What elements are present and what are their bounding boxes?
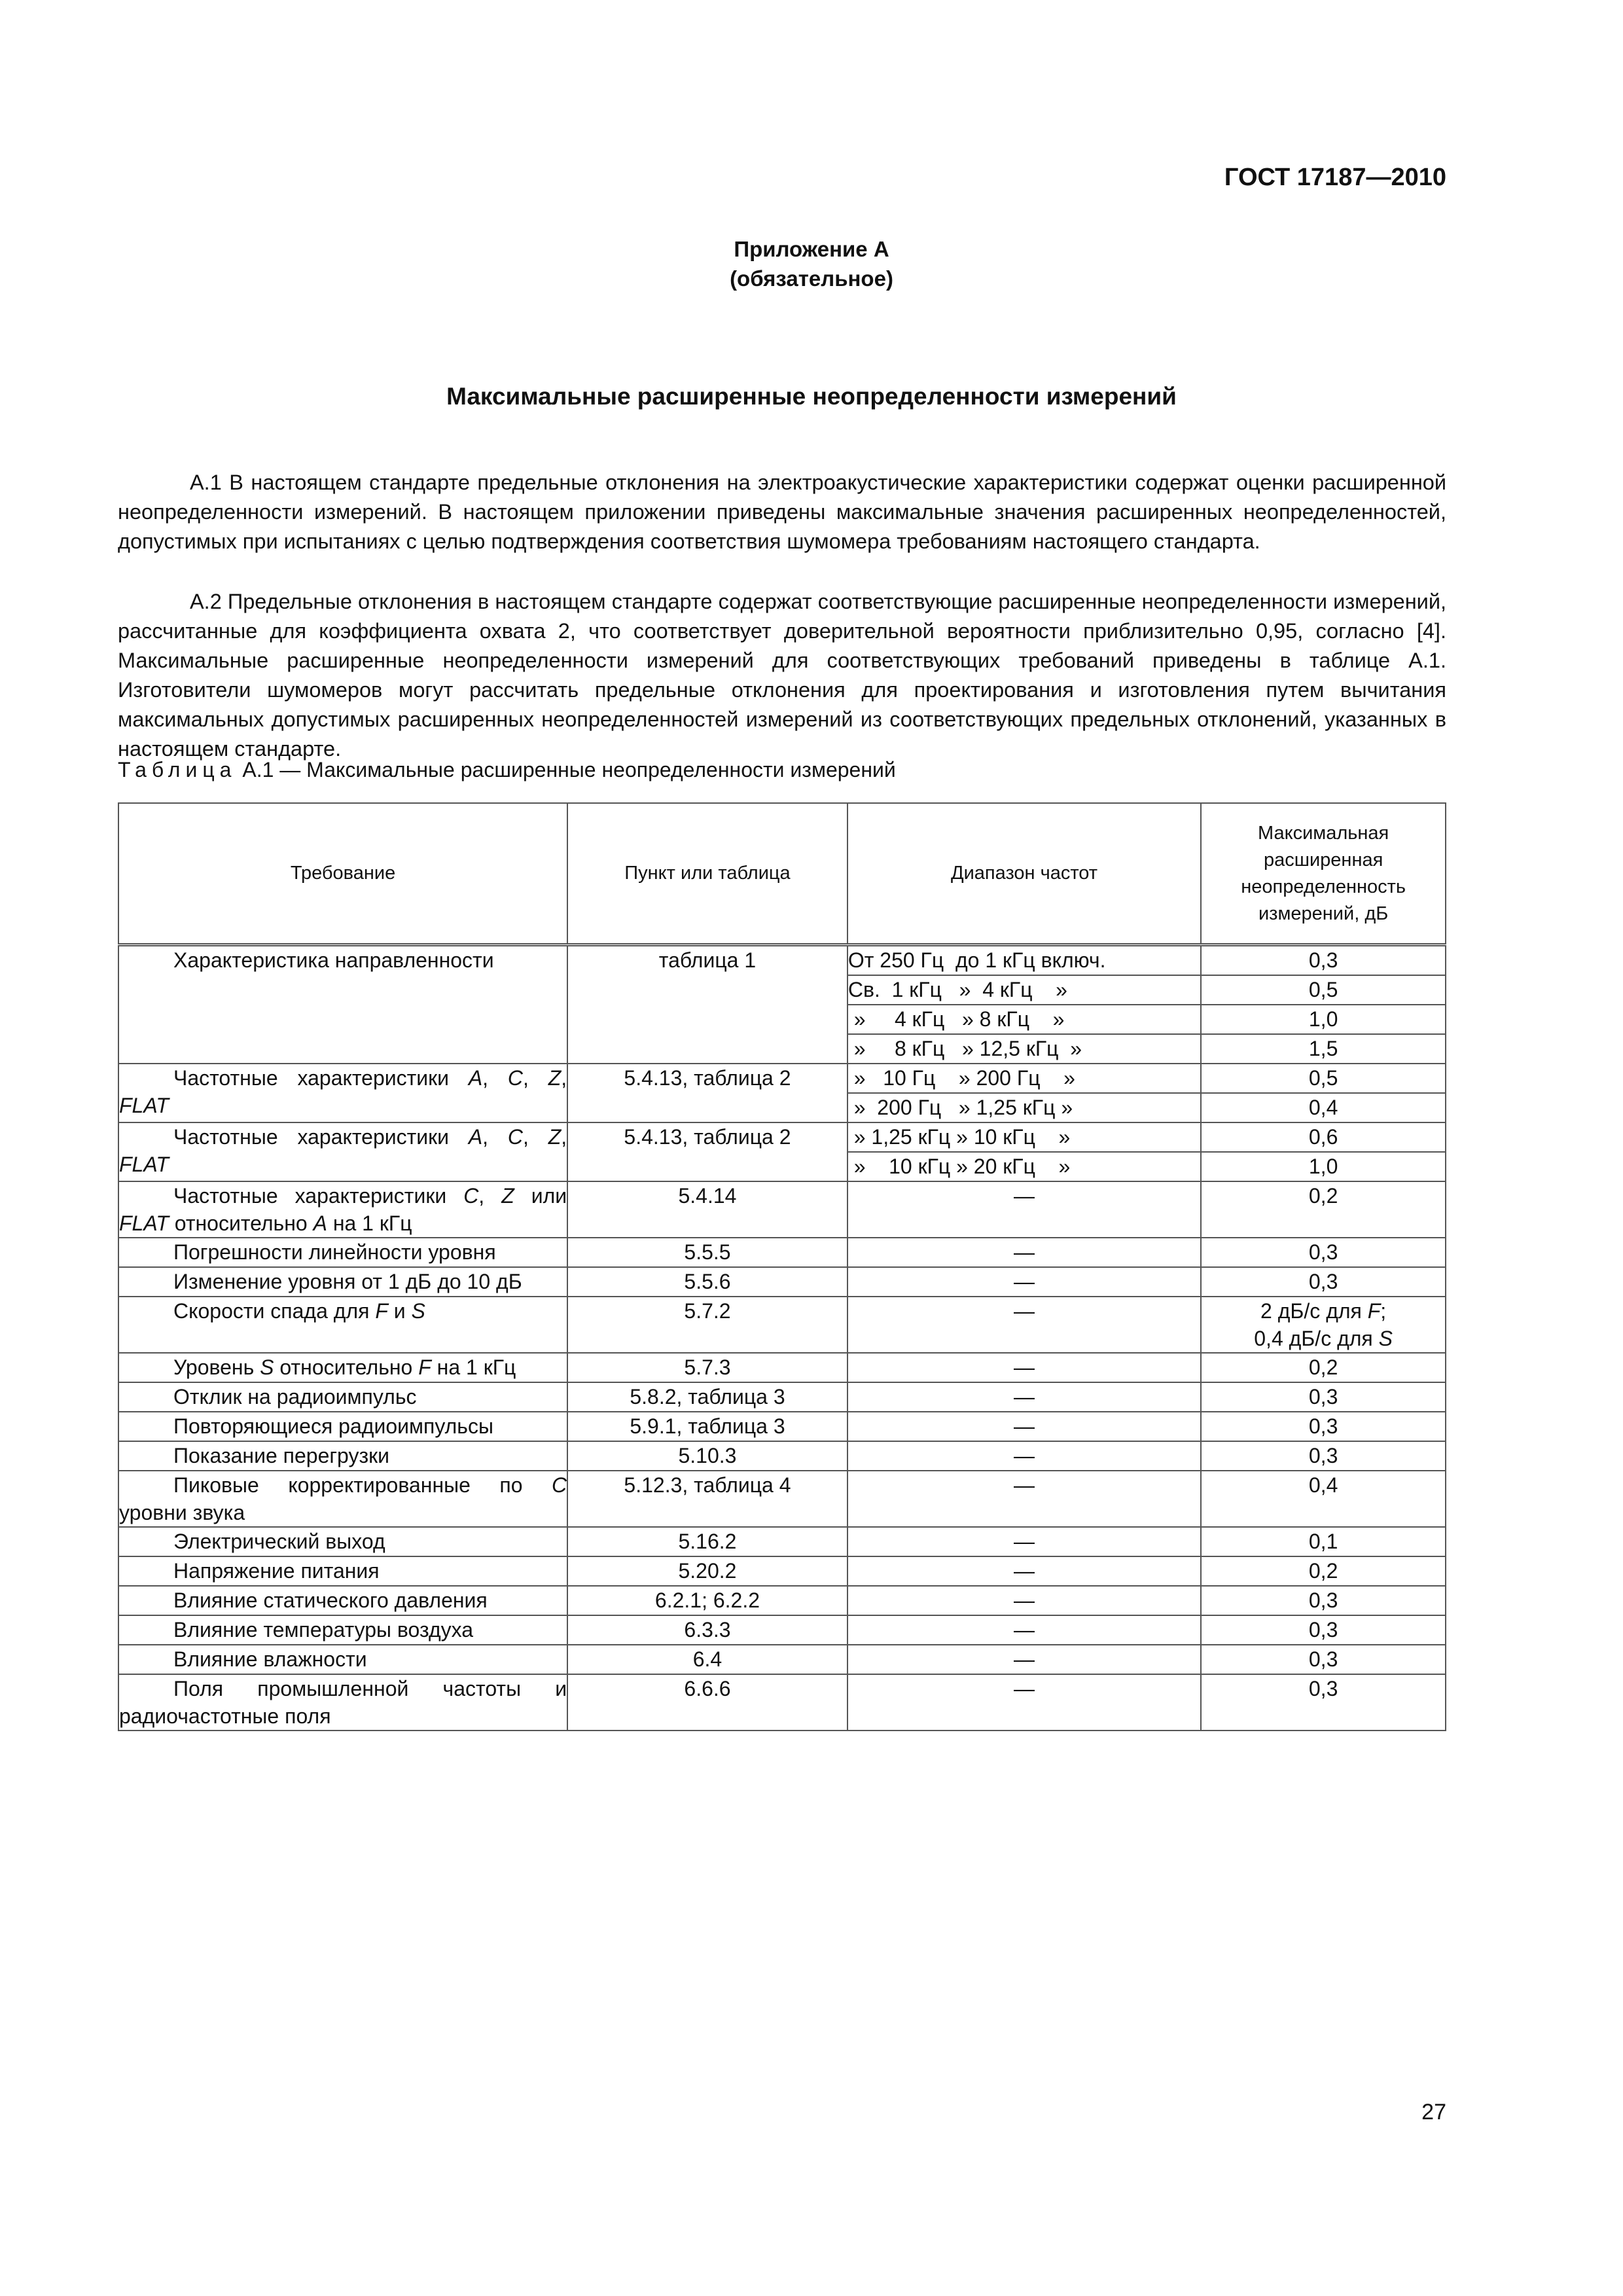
paragraph-a1: А.1 В настоящем стандарте предельные отклонения на электроакустические характеристики содержат оценки расширенной неопределенности измерений. В настоящем приложении приведены максимальные значения расширенных неопределенностей, допустимых при испытаниях с целью подтверждения соответствия шумомера требованиям настоящего стандарта. [118, 470, 1446, 553]
requirement-cell: Электрический выход [118, 1527, 567, 1556]
requirement-cell: Влияние статического давления [118, 1586, 567, 1615]
frequency-range-cell: » 4 кГц » 8 кГц » [847, 1005, 1201, 1034]
table-body [118, 945, 1446, 1731]
table-caption-label: Таблица [118, 758, 237, 781]
clause-cell: 5.4.13, таблица 2 [567, 1064, 847, 1122]
clause-cell: 6.4 [567, 1645, 847, 1674]
requirement-cell: Частотные характеристики A, C, Z, FLAT [118, 1064, 567, 1122]
table-row [118, 1064, 1446, 1093]
clause-cell: 5.5.6 [567, 1267, 847, 1297]
clause-cell: 6.2.1; 6.2.2 [567, 1586, 847, 1615]
table-row [118, 1527, 1446, 1556]
requirement-cell: Пиковые корректированные по C уровни звука [118, 1471, 567, 1527]
uncertainty-value-cell: 0,4 [1201, 1093, 1446, 1122]
requirement-cell: Показание перегрузки [118, 1441, 567, 1471]
uncertainty-value-cell: 1,0 [1201, 1005, 1446, 1034]
clause-cell: 6.6.6 [567, 1674, 847, 1731]
table-row [118, 1441, 1446, 1471]
uncertainty-value-cell: 1,0 [1201, 1152, 1446, 1181]
frequency-range-cell: — [847, 1556, 1201, 1586]
uncertainty-value-cell: 0,4 [1201, 1471, 1446, 1527]
requirement-cell: Скорости спада для F и S [118, 1297, 567, 1353]
uncertainty-table [118, 802, 1446, 1731]
frequency-range-cell: » 10 кГц » 20 кГц » [847, 1152, 1201, 1181]
uncertainty-value-cell: 0,2 [1201, 1353, 1446, 1382]
table-row [118, 1382, 1446, 1412]
requirement-cell: Влияние влажности [118, 1645, 567, 1674]
table-row [118, 1297, 1446, 1353]
frequency-range-cell: — [847, 1297, 1201, 1353]
clause-cell: 5.10.3 [567, 1441, 847, 1471]
frequency-range-cell: — [847, 1645, 1201, 1674]
frequency-range-cell: Св. 1 кГц » 4 кГц » [847, 975, 1201, 1005]
table-row [118, 945, 1446, 976]
clause-cell: 5.7.3 [567, 1353, 847, 1382]
uncertainty-value-cell: 0,5 [1201, 1064, 1446, 1093]
uncertainty-value-cell: 0,3 [1201, 1238, 1446, 1267]
header-clause: Пункт или таблица [567, 803, 847, 945]
uncertainty-value-cell: 0,1 [1201, 1527, 1446, 1556]
frequency-range-cell: » 8 кГц » 12,5 кГц » [847, 1034, 1201, 1064]
standard-number: ГОСТ 17187—2010 [1224, 164, 1446, 191]
clause-cell: 5.16.2 [567, 1527, 847, 1556]
frequency-range-cell: — [847, 1615, 1201, 1645]
frequency-range-cell: — [847, 1441, 1201, 1471]
appendix-title: Максимальные расширенные неопределенности измерений [446, 383, 1177, 410]
requirement-cell: Частотные характеристики C, Z или FLAT относительно A на 1 кГц [118, 1181, 567, 1238]
frequency-range-cell: » 200 Гц » 1,25 кГц » [847, 1093, 1201, 1122]
requirement-cell: Погрешности линейности уровня [118, 1238, 567, 1267]
clause-cell: 5.4.14 [567, 1181, 847, 1238]
clause-cell: 5.7.2 [567, 1297, 847, 1353]
table-row [118, 1556, 1446, 1586]
uncertainty-value-cell: 0,2 [1201, 1181, 1446, 1238]
header-max-uncertainty: Максимальная расширенная неопределенность измерений, дБ [1201, 803, 1446, 945]
uncertainty-value-cell: 0,3 [1201, 1645, 1446, 1674]
frequency-range-cell: — [847, 1353, 1201, 1382]
requirement-cell: Поля промышленной частоты и радиочастотные поля [118, 1674, 567, 1731]
frequency-range-cell: — [847, 1527, 1201, 1556]
clause-cell: 5.4.13, таблица 2 [567, 1122, 847, 1181]
uncertainty-value-cell: 1,5 [1201, 1034, 1446, 1064]
uncertainty-value-cell: 0,3 [1201, 945, 1446, 976]
requirement-cell: Уровень S относительно F на 1 кГц [118, 1353, 567, 1382]
requirement-cell: Повторяющиеся радиоимпульсы [118, 1412, 567, 1441]
page-number: 27 [1421, 2100, 1446, 2125]
uncertainty-value-cell: 0,3 [1201, 1441, 1446, 1471]
paragraph-a2: А.2 Предельные отклонения в настоящем стандарте содержат соответствующие расширенные неопределенности измерений, рассчитанные для коэффициента охвата 2, что соответствует доверительной вероятности приблизительно 0,95, согласно [4]. Максимальные расширенные неопределенности измерений для соответствующих требований приведены в таблице А.1. Изготовители шумомеров могут рассчитать предельные отклонения для проектирования и изготовления путем вычитания максимальных допустимых расширенных неопределенностей измерений из соответствующих предельных отклонений, указанных в настоящем стандарте. [118, 589, 1446, 761]
appendix-status: (обязательное) [730, 266, 893, 291]
table-row [118, 1412, 1446, 1441]
uncertainty-value-cell: 2 дБ/с для F; 0,4 дБ/с для S [1201, 1297, 1446, 1353]
uncertainty-value-cell: 0,5 [1201, 975, 1446, 1005]
frequency-range-cell: — [847, 1471, 1201, 1527]
frequency-range-cell: От 250 Гц до 1 кГц включ. [847, 945, 1201, 976]
frequency-range-cell: — [847, 1674, 1201, 1731]
requirement-cell: Изменение уровня от 1 дБ до 10 дБ [118, 1267, 567, 1297]
requirement-cell: Влияние температуры воздуха [118, 1615, 567, 1645]
uncertainty-value-cell: 0,3 [1201, 1382, 1446, 1412]
table-row [118, 1238, 1446, 1267]
clause-cell: 5.9.1, таблица 3 [567, 1412, 847, 1441]
appendix-heading [0, 234, 1623, 293]
requirement-cell: Напряжение питания [118, 1556, 567, 1586]
table-row [118, 1471, 1446, 1527]
requirement-cell: Отклик на радиоимпульс [118, 1382, 567, 1412]
uncertainty-value-cell: 0,3 [1201, 1412, 1446, 1441]
clause-cell: 5.5.5 [567, 1238, 847, 1267]
uncertainty-value-cell: 0,3 [1201, 1615, 1446, 1645]
frequency-range-cell: — [847, 1267, 1201, 1297]
uncertainty-value-cell: 0,6 [1201, 1122, 1446, 1152]
frequency-range-cell: — [847, 1181, 1201, 1238]
frequency-range-cell: » 1,25 кГц » 10 кГц » [847, 1122, 1201, 1152]
table-row [118, 1353, 1446, 1382]
uncertainty-value-cell: 0,3 [1201, 1586, 1446, 1615]
clause-cell: 5.20.2 [567, 1556, 847, 1586]
table-row [118, 1586, 1446, 1615]
frequency-range-cell: — [847, 1412, 1201, 1441]
frequency-range-cell: — [847, 1238, 1201, 1267]
table-caption [118, 758, 896, 782]
table-row [118, 1645, 1446, 1674]
appendix-label: Приложение А [734, 237, 889, 261]
header-requirement: Требование [118, 803, 567, 945]
uncertainty-value-cell: 0,3 [1201, 1267, 1446, 1297]
table-row [118, 1615, 1446, 1645]
clause-cell: 5.12.3, таблица 4 [567, 1471, 847, 1527]
clause-cell: 5.8.2, таблица 3 [567, 1382, 847, 1412]
clause-cell: таблица 1 [567, 945, 847, 1064]
uncertainty-value-cell: 0,2 [1201, 1556, 1446, 1586]
uncertainty-value-cell: 0,3 [1201, 1674, 1446, 1731]
header-frequency-range: Диапазон частот [847, 803, 1201, 945]
table-row [118, 1674, 1446, 1731]
frequency-range-cell: — [847, 1586, 1201, 1615]
frequency-range-cell: — [847, 1382, 1201, 1412]
table-caption-text: А.1 — Максимальные расширенные неопределенности измерений [242, 758, 896, 781]
frequency-range-cell: » 10 Гц » 200 Гц » [847, 1064, 1201, 1093]
table-row [118, 1122, 1446, 1152]
table-row [118, 1267, 1446, 1297]
requirement-cell: Частотные характеристики A, C, Z, FLAT [118, 1122, 567, 1181]
table-row [118, 1181, 1446, 1238]
requirement-cell: Характеристика направленности [118, 945, 567, 1064]
clause-cell: 6.3.3 [567, 1615, 847, 1645]
